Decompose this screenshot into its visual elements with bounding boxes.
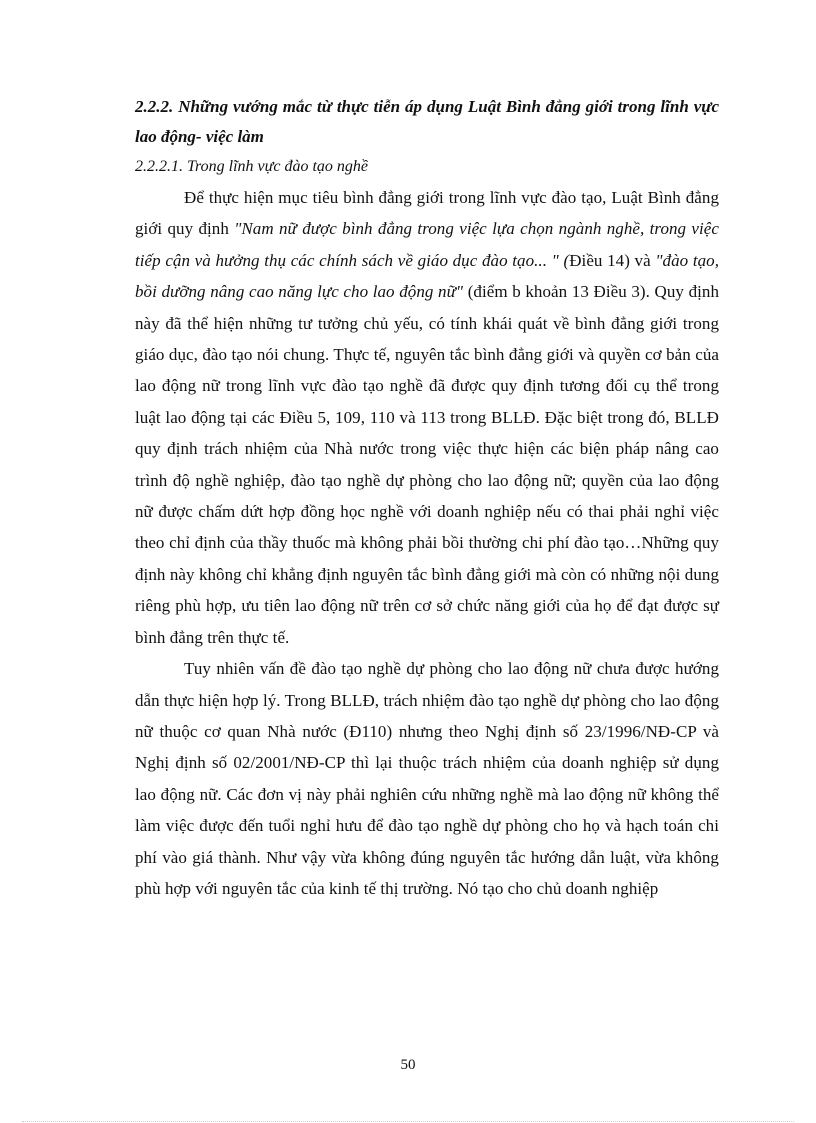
- paragraph-1-article-ref: Điều 14) và: [569, 250, 656, 270]
- paragraph-1: [135, 182, 719, 653]
- paragraph-2: Tuy nhiên vấn đề đào tạo nghề dự phòng cho lao động nữ chưa được hướng dẫn thực hiện hợp lý. Trong BLLĐ, trách nhiệm đào tạo nghề dự phòng cho lao động nữ thuộc cơ quan Nhà nước (Đ110) nhưng theo Nghị định số 23/1996/NĐ-CP và Nghị định số 02/2001/NĐ-CP thì lại thuộc trách nhiệm của doanh nghiệp sử dụng lao động nữ. Các đơn vị này phải nghiên cứu những nghề mà lao động nữ không thể làm việc được đến tuổi nghỉ hưu để đào tạo nghề dự phòng cho họ và hạch toán chi phí vào giá thành. Như vậy vừa không đúng nguyên tắc hướng dẫn luật, vừa không phù hợp với nguyên tắc của kinh tế thị trường. Nó tạo cho chủ doanh nghiệp: [135, 659, 719, 898]
- paragraph-1-quote-1: "Nam nữ được bình đẳng trong việc lựa chọn ngành nghề, trong việc tiếp cận và hưởng thụ các chính sách về giáo dục đào tạo... " (: [135, 219, 719, 270]
- subsection-heading: 2.2.2.1. Trong lĩnh vực đào tạo nghề: [135, 158, 369, 175]
- page-number: 50: [400, 1057, 416, 1073]
- paragraph-1-body: (điểm b khoản 13 Điều 3). Quy định này đã thể hiện những tư tưởng chủ yếu, có tính khái quát về bình đẳng giới trong giáo dục, đào tạo nói chung. Thực tế, nguyên tắc bình đẳng giới và quyền cơ bản của lao động nữ trong lĩnh vực đào tạo nghề đã được quy định tương đối cụ thể trong luật lao động tại các Điều 5, 109, 110 và 113 trong BLLĐ. Đặc biệt trong đó, BLLĐ quy định trách nhiệm của Nhà nước trong việc thực hiện các biện pháp nâng cao trình độ nghề nghiệp, đào tạo nghề dự phòng cho lao động nữ; quyền của lao động nữ được chấm dứt hợp đồng học nghề với doanh nghiệp nếu có thai phải nghỉ việc theo chỉ định của thầy thuốc mà không phải bồi thường chi phí đào tạo…Những quy định này không chỉ khẳng định nguyên tắc bình đẳng giới mà còn có những nội dung riêng phù hợp, ưu tiên lao động nữ trên cơ sở chức năng giới của họ để đạt được sự bình đẳng trên thực tế.: [135, 282, 719, 647]
- paragraph-1-intro: Để thực hiện mục tiêu bình đẳng giới trong lĩnh vực đào tạo, Luật Bình đẳng giới quy định: [135, 188, 719, 239]
- page-content: [135, 92, 719, 904]
- paragraph-1-quote-2: "đào tạo, bồi dưỡng nâng cao năng lực cho lao động nữ": [135, 250, 719, 302]
- page-bottom-divider: [22, 1121, 794, 1122]
- section-heading: 2.2.2. Những vướng mắc từ thực tiễn áp dụng Luật Bình đẳng giới trong lĩnh vực lao động- việc làm: [135, 97, 719, 146]
